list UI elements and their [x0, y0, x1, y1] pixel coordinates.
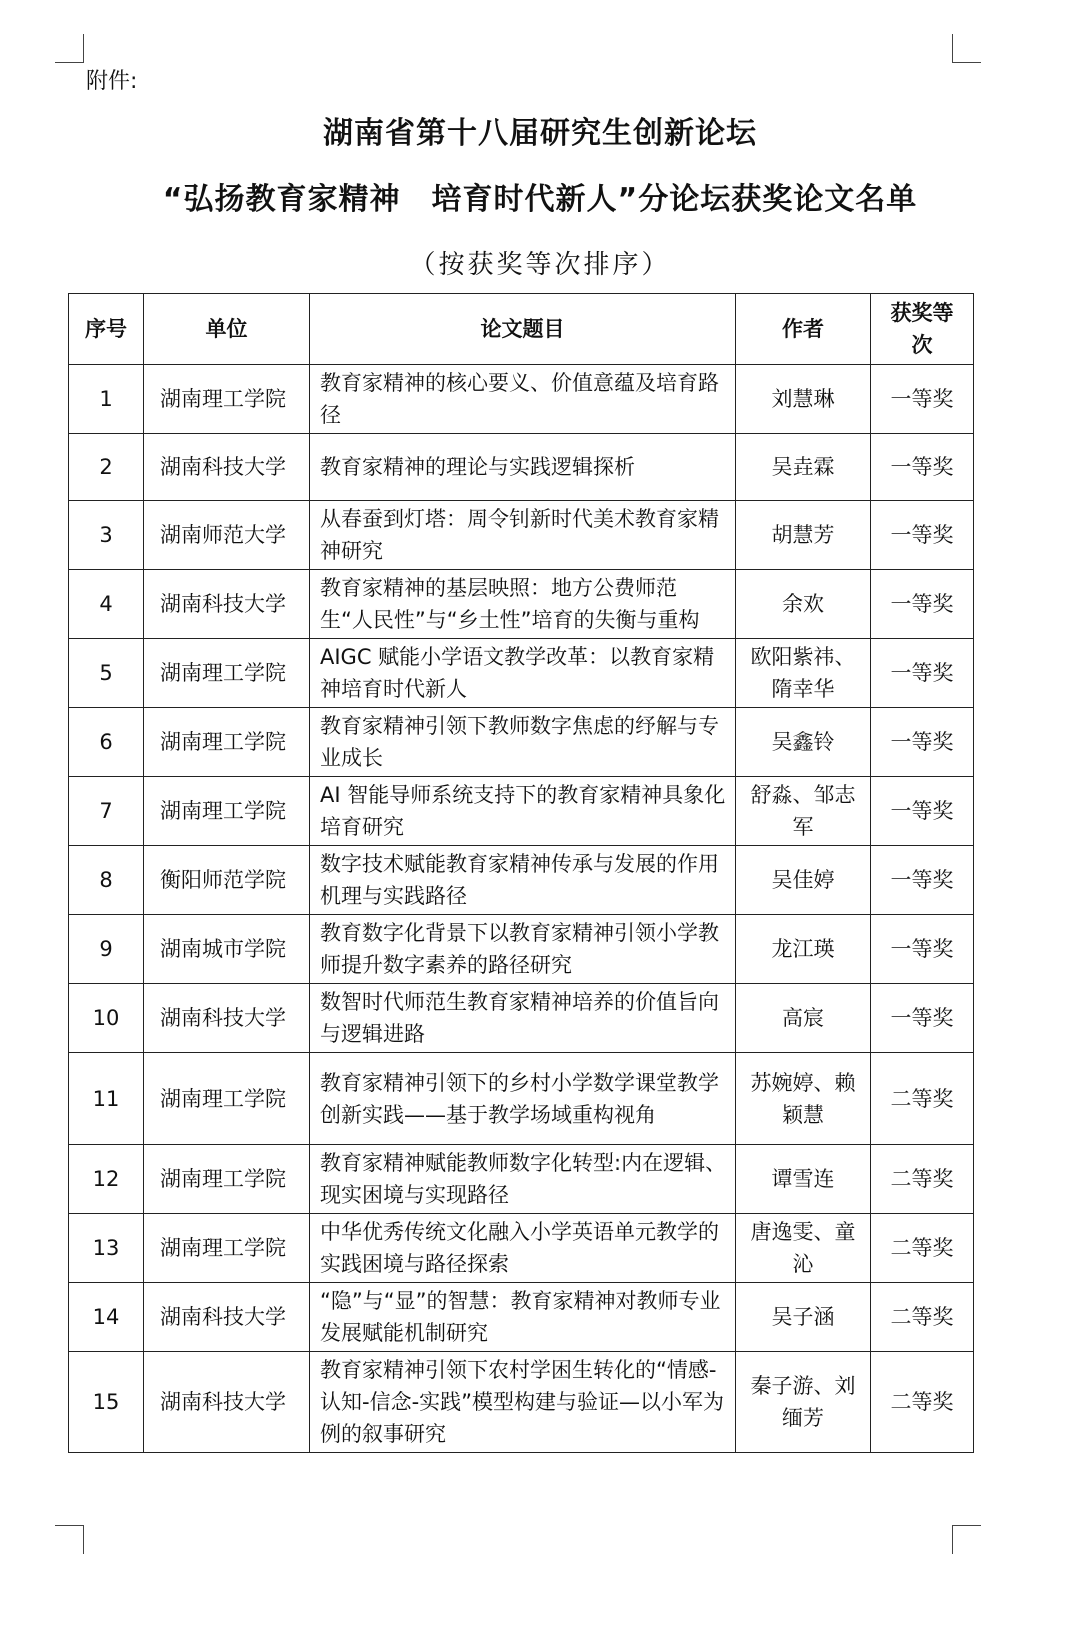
cell-index: 13: [69, 1214, 144, 1283]
cell-unit: 湖南理工学院: [144, 1214, 310, 1283]
cell-author: 吴垚霖: [736, 434, 871, 501]
cell-author: 苏婉婷、赖颖慧: [736, 1053, 871, 1145]
table-row: [69, 365, 974, 434]
cell-author: 胡慧芳: [736, 501, 871, 570]
attachment-label: 附件:: [86, 69, 138, 94]
cell-unit: 湖南理工学院: [144, 639, 310, 708]
cell-index: 7: [69, 777, 144, 846]
cell-paper-title: “隐”与“显”的智慧：教育家精神对教师专业发展赋能机制研究: [310, 1283, 736, 1352]
table-row: [69, 1214, 974, 1283]
table-row: [69, 1283, 974, 1352]
cell-award: 一等奖: [871, 708, 974, 777]
document-title: 湖南省第十八届研究生创新论坛: [323, 116, 757, 151]
cell-author: 吴鑫铃: [736, 708, 871, 777]
cell-paper-title: 数字技术赋能教育家精神传承与发展的作用机理与实践路径: [310, 846, 736, 915]
table-row: [69, 1352, 974, 1453]
cell-unit: 湖南科技大学: [144, 434, 310, 501]
cell-paper-title: AIGC 赋能小学语文教学改革：以教育家精神培育时代新人: [310, 639, 736, 708]
header-author: 作者: [736, 294, 871, 365]
cell-paper-title: 教育家精神引领下教师数字焦虑的纾解与专业成长: [310, 708, 736, 777]
cell-paper-title: AI 智能导师系统支持下的教育家精神具象化培育研究: [310, 777, 736, 846]
cell-author: 吴子涵: [736, 1283, 871, 1352]
cell-index: 10: [69, 984, 144, 1053]
cell-unit: 湖南理工学院: [144, 1053, 310, 1145]
cell-unit: 湖南理工学院: [144, 708, 310, 777]
cell-award: 二等奖: [871, 1214, 974, 1283]
document-subtitle-title: “弘扬教育家精神 培育时代新人”分论坛获奖论文名单: [162, 182, 918, 217]
cell-award: 一等奖: [871, 984, 974, 1053]
cell-award: 一等奖: [871, 639, 974, 708]
sort-note: （按获奖等次排序）: [409, 250, 671, 280]
cell-award: 二等奖: [871, 1145, 974, 1214]
cell-index: 4: [69, 570, 144, 639]
cell-paper-title: 教育家精神引领下的乡村小学数学课堂教学创新实践——基于教学场域重构视角: [310, 1053, 736, 1145]
cell-author: 唐逸雯、童沁: [736, 1214, 871, 1283]
cell-unit: 湖南科技大学: [144, 570, 310, 639]
cell-author: 刘慧琳: [736, 365, 871, 434]
crop-mark-top-right: [952, 34, 981, 63]
cell-index: 8: [69, 846, 144, 915]
cell-unit: 湖南理工学院: [144, 1145, 310, 1214]
cell-author: 高宸: [736, 984, 871, 1053]
cell-paper-title: 教育家精神的基层映照：地方公费师范生“人民性”与“乡土性”培育的失衡与重构: [310, 570, 736, 639]
cell-author: 龙江瑛: [736, 915, 871, 984]
cell-award: 一等奖: [871, 434, 974, 501]
cell-award: 一等奖: [871, 846, 974, 915]
table-row: [69, 434, 974, 501]
cell-unit: 湖南科技大学: [144, 1352, 310, 1453]
table-row: [69, 984, 974, 1053]
award-table: [68, 293, 974, 1453]
cell-award: 二等奖: [871, 1283, 974, 1352]
table-row: [69, 501, 974, 570]
crop-mark-top-left: [55, 34, 84, 63]
cell-index: 15: [69, 1352, 144, 1453]
cell-unit: 湖南师范大学: [144, 501, 310, 570]
table-row: [69, 846, 974, 915]
header-paper-title: 论文题目: [310, 294, 736, 365]
cell-index: 6: [69, 708, 144, 777]
table-row: [69, 570, 974, 639]
cell-unit: 湖南科技大学: [144, 984, 310, 1053]
cell-index: 12: [69, 1145, 144, 1214]
cell-author: 欧阳紫祎、隋幸华: [736, 639, 871, 708]
cell-award: 一等奖: [871, 501, 974, 570]
cell-paper-title: 教育家精神引领下农村学困生转化的“情感-认知-信念-实践”模型构建与验证—以小军为例的叙事研究: [310, 1352, 736, 1453]
table-row: [69, 639, 974, 708]
cell-paper-title: 教育家精神赋能教师数字化转型:内在逻辑、现实困境与实现路径: [310, 1145, 736, 1214]
header-index: 序号: [69, 294, 144, 365]
cell-index: 5: [69, 639, 144, 708]
cell-award: 二等奖: [871, 1053, 974, 1145]
cell-award: 一等奖: [871, 777, 974, 846]
cell-paper-title: 中华优秀传统文化融入小学英语单元教学的实践困境与路径探索: [310, 1214, 736, 1283]
cell-index: 9: [69, 915, 144, 984]
header-award: 获奖等次: [871, 294, 974, 365]
cell-author: 谭雪连: [736, 1145, 871, 1214]
cell-paper-title: 教育家精神的理论与实践逻辑探析: [310, 434, 736, 501]
cell-paper-title: 教育数字化背景下以教育家精神引领小学教师提升数字素养的路径研究: [310, 915, 736, 984]
cell-index: 3: [69, 501, 144, 570]
cell-award: 二等奖: [871, 1352, 974, 1453]
cell-index: 14: [69, 1283, 144, 1352]
cell-unit: 湖南城市学院: [144, 915, 310, 984]
cell-unit: 湖南科技大学: [144, 1283, 310, 1352]
cell-author: 吴佳婷: [736, 846, 871, 915]
cell-unit: 湖南理工学院: [144, 365, 310, 434]
cell-author: 余欢: [736, 570, 871, 639]
table-row: [69, 708, 974, 777]
table-row: [69, 1053, 974, 1145]
cell-paper-title: 从春蚕到灯塔：周令钊新时代美术教育家精神研究: [310, 501, 736, 570]
cell-paper-title: 教育家精神的核心要义、价值意蕴及培育路径: [310, 365, 736, 434]
table-row: [69, 777, 974, 846]
cell-award: 一等奖: [871, 570, 974, 639]
table-row: [69, 1145, 974, 1214]
cell-unit: 衡阳师范学院: [144, 846, 310, 915]
cell-index: 2: [69, 434, 144, 501]
cell-author: 舒淼、邹志军: [736, 777, 871, 846]
cell-unit: 湖南理工学院: [144, 777, 310, 846]
table-header-row: [69, 294, 974, 365]
crop-mark-bottom-right: [952, 1525, 981, 1554]
table-row: [69, 915, 974, 984]
cell-award: 一等奖: [871, 915, 974, 984]
cell-author: 秦子游、刘缅芳: [736, 1352, 871, 1453]
header-unit: 单位: [144, 294, 310, 365]
crop-mark-bottom-left: [55, 1525, 84, 1554]
cell-award: 一等奖: [871, 365, 974, 434]
cell-index: 11: [69, 1053, 144, 1145]
cell-index: 1: [69, 365, 144, 434]
cell-paper-title: 数智时代师范生教育家精神培养的价值旨向与逻辑进路: [310, 984, 736, 1053]
